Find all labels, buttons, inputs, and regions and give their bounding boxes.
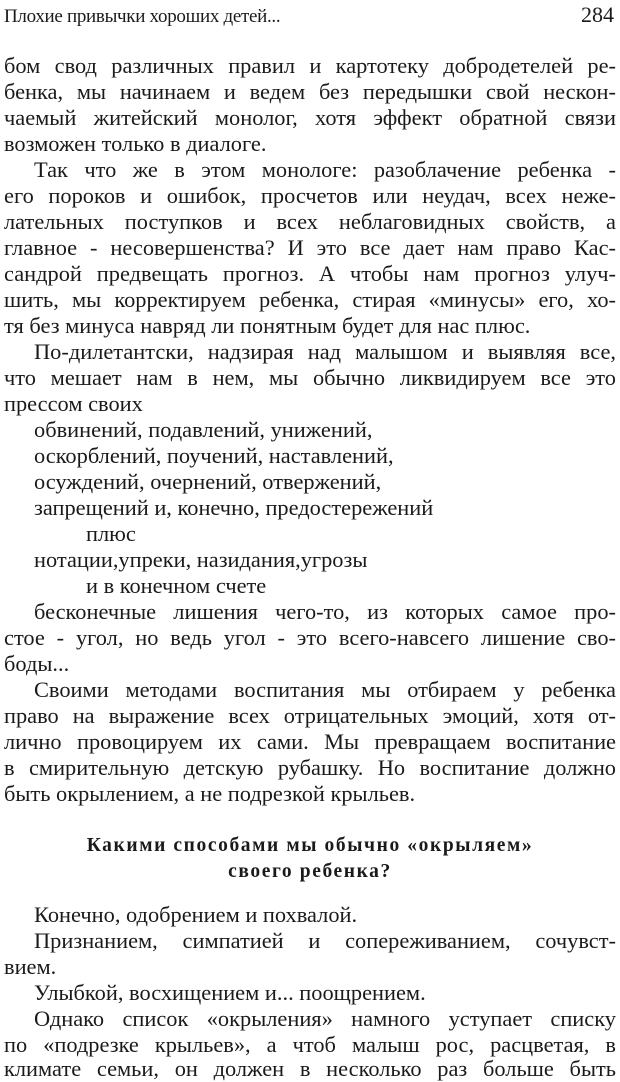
text-line: лично провоцируем их сами. Мы превращаем воспитание	[4, 729, 616, 754]
list-line: запрещений и, конечно, предостережений	[34, 495, 434, 520]
text-line: что мешает нам в нем, мы обычно ликвидируем все это	[4, 365, 616, 390]
text-line: прессом своих	[4, 391, 143, 416]
text-line: сандрой предвещать прогноз. А чтобы нам прогноз улуч-	[4, 261, 616, 286]
text-line: быть окрылением, а не подрезкой крыльев.	[4, 781, 416, 806]
text-line: по «подрезке крыльев», а чтоб малыш рос, расцветая, в	[4, 1032, 616, 1057]
section-heading-line-1: Какими способами мы обычно «окрыляем»	[86, 835, 534, 856]
text-line: климате семьи, он должен в несколько раз больше быть	[4, 1056, 616, 1081]
text-line: чаемый житейский монолог, хотя эффект обратной связи	[4, 105, 616, 130]
list-line: нотации,упреки, назидания,угрозы	[34, 547, 368, 572]
running-title: Плохие привычки хороших детей...	[4, 6, 281, 27]
text-line: бом свод различных правил и картотеку добродетелей ре-	[4, 53, 616, 78]
section-heading-line-2: своего ребенка?	[228, 861, 392, 882]
text-line: шить, мы корректируем ребенка, стирая «минусы» его, хо-	[4, 287, 616, 312]
text-line: Так что же в этом монологе: разоблачение ребенка -	[34, 157, 616, 182]
text-line: Признанием, симпатией и сопереживанием, сочувст-	[34, 928, 616, 953]
text-line: Улыбкой, восхищением и... поощрением.	[34, 980, 426, 1005]
text-line: бесконечные лишения чего-то, из которых самое про-	[34, 599, 616, 624]
list-connector: и в конечном счете	[86, 573, 267, 598]
list-connector: плюс	[86, 521, 136, 546]
text-line: возможен только в диалоге.	[4, 131, 267, 156]
text-line: боды...	[4, 651, 70, 676]
text-line: главное - несовершенства? И это все дает нам право Кас-	[4, 235, 616, 260]
list-line: оскорблений, поучений, наставлений,	[34, 443, 394, 468]
text-line: вием.	[4, 954, 57, 979]
list-line: осуждений, очернений, отвержений,	[34, 469, 382, 494]
text-line: тя без минуса навряд ли понятным будет для нас плюс.	[4, 313, 531, 338]
text-line: в смирительную детскую рубашку. Но воспитание должно	[4, 755, 616, 780]
text-line: лательных поступков и всех неблаговидных свойств, а	[4, 209, 616, 234]
list-line: обвинений, подавлений, унижений,	[34, 417, 373, 442]
text-line: Однако список «окрыления» намного уступает списку	[34, 1006, 616, 1031]
page-number: 284	[581, 2, 614, 27]
page-header	[4, 2, 614, 32]
text-line: По-дилетантски, надзирая над малышом и выявляя все,	[34, 339, 616, 364]
text-line: стое - угол, но ведь угол - это всего-навсего лишение сво-	[4, 625, 616, 650]
text-line: Конечно, одобрением и похвалой.	[34, 902, 358, 927]
text-line: его пороков и ошибок, просчетов или неудач, всех неже-	[4, 183, 616, 208]
text-line: Своими методами воспитания мы отбираем у ребенка	[34, 677, 616, 702]
text-line: право на выражение всех отрицательных эмоций, хотя от-	[4, 703, 616, 728]
text-line: бенка, мы начинаем и ведем без передышки свой нескон-	[4, 79, 616, 104]
